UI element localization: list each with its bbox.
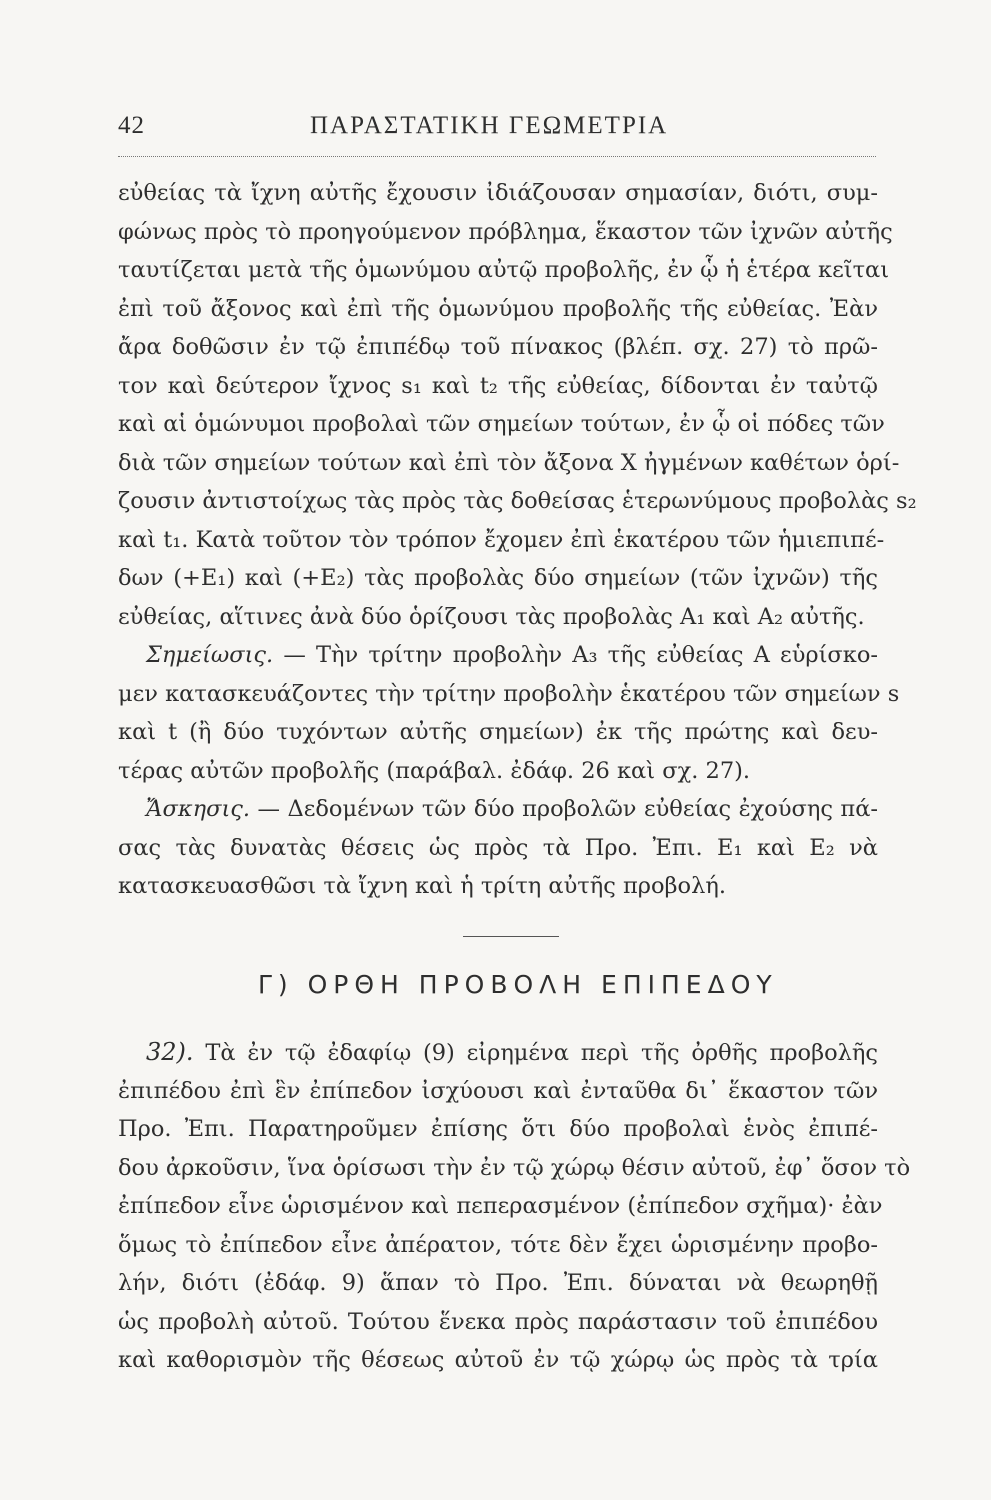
text-line: εὐθείας τὰ ἴχνη αὐτῆς ἔχουσιν ἰδιάζουσαν σημασίαν, διότι, συμ- xyxy=(118,180,878,206)
text-line: εὐθείας, αἵτινες ἀνὰ δύο ὁρίζουσι τὰς προβολὰς A₁ καὶ A₂ αὐτῆς. xyxy=(118,603,865,630)
remark-line xyxy=(118,636,878,675)
running-title: ΠΑΡΑΣΤΑΤΙΚΗ ΓΕΩΜΕΤΡΙΑ xyxy=(310,112,669,139)
text-line: λήν, διότι (ἐδάφ. 9) ἅπαν τὸ Προ. Ἐπι. δύναται νὰ θεωρηθῇ xyxy=(118,1270,878,1296)
text-line: τέρας αὐτῶν προβολῆς (παράβαλ. ἐδάφ. 26 καὶ σχ. 27). xyxy=(118,757,751,784)
text-line: καὶ αἱ ὁμώνυμοι προβολαὶ τῶν σημείων τούτων, ἐν ᾧ οἱ πόδες τῶν xyxy=(118,411,885,437)
text-line: διὰ τῶν σημείων τούτων καὶ ἐπὶ τὸν ἄξονα X ἠγμένων καθέτων ὁρί- xyxy=(118,449,900,476)
text-line: ἄρα δοθῶσιν ἐν τῷ ἐπιπέδῳ τοῦ πίνακος (βλέπ. σχ. 27) τὸ πρῶ- xyxy=(118,334,878,360)
text-line: ζουσιν ἀντιστοίχως τὰς πρὸς τὰς δοθείσας ἑτερωνύμους προβολὰς s₂ xyxy=(118,488,917,514)
text-line: μεν κατασκευάζοντες τὴν τρίτην προβολὴν ἑκατέρου τῶν σημείων s xyxy=(118,680,900,707)
paragraph-text: Τὰ ἐν τῷ ἐδαφίῳ (9) εἰρημένα περὶ τῆς ὀρθῆς προβολῆς xyxy=(205,1040,878,1066)
text-line: δου ἀρκοῦσιν, ἵνα ὁρίσωσι τὴν ἐν τῷ χώρῳ θέσιν αὐτοῦ, ἐφ᾽ ὅσον τὸ xyxy=(118,1154,911,1181)
text-line: καὶ t₁. Κατὰ τοῦτον τὸν τρόπον ἔχομεν ἐπὶ ἑκατέρου τῶν ἡμιεπιπέ- xyxy=(118,526,885,553)
exercise-label: Ἄσκησις. xyxy=(146,796,251,822)
remark-label: Σημείωσις. xyxy=(146,642,274,668)
text-line: τον καὶ δεύτερον ἴχνος s₁ καὶ t₂ τῆς εὐθείας, δίδονται ἐν ταὐτῷ xyxy=(118,372,878,399)
page-header xyxy=(118,108,888,148)
paragraph-number: 32). xyxy=(146,1038,194,1066)
text-line: σας τὰς δυνατὰς θέσεις ὡς πρὸς τὰ Προ. Ἐπι. E₁ καὶ E₂ νὰ xyxy=(118,834,878,861)
exercise-text: — Δεδομένων τῶν δύο προβολῶν εὐθείας ἐχούσης πά- xyxy=(257,796,878,822)
section-divider xyxy=(463,936,559,937)
text-block-continuation xyxy=(118,174,917,906)
text-line: φώνως πρὸς τὸ προηγούμενον πρόβλημα, ἕκαστον τῶν ἰχνῶν αὐτῆς xyxy=(118,218,893,245)
text-line: ὅμως τὸ ἐπίπεδον εἶνε ἀπέρατον, τότε δὲν ἔχει ὡρισμένην προβο- xyxy=(118,1231,878,1258)
remark-text: — Τὴν τρίτην προβολὴν A₃ τῆς εὐθείας A εὑρίσκο- xyxy=(283,642,878,668)
text-line: καὶ t (ἢ δύο τυχόντων αὐτῆς σημείων) ἐκ τῆς πρώτης καὶ δευ- xyxy=(118,719,878,745)
page-number: 42 xyxy=(118,112,145,139)
text-block-section xyxy=(118,1033,911,1380)
text-line: δων (+E₁) καὶ (+E₂) τὰς προβολὰς δύο σημείων (τῶν ἰχνῶν) τῆς xyxy=(118,565,878,591)
text-line: κατασκευασθῶσι τὰ ἴχνη καὶ ἡ τρίτη αὐτῆς προβολή. xyxy=(118,873,726,899)
exercise-line xyxy=(118,790,878,829)
paragraph-first-line xyxy=(118,1033,878,1072)
text-line: ἐπιπέδου ἐπὶ ἓν ἐπίπεδον ἰσχύουσι καὶ ἐνταῦθα δι᾽ ἕκαστον τῶν xyxy=(118,1077,878,1104)
text-line: ταυτίζεται μετὰ τῆς ὁμωνύμου αὐτῷ προβολῆς, ἐν ᾧ ἡ ἑτέρα κεῖται xyxy=(118,257,890,283)
text-line: ἐπὶ τοῦ ἄξονος καὶ ἐπὶ τῆς ὁμωνύμου προβολῆς τῆς εὐθείας. Ἐὰν xyxy=(118,295,878,322)
text-line: ὡς προβολὴ αὐτοῦ. Τούτου ἕνεκα πρὸς παράστασιν τοῦ ἐπιπέδου xyxy=(118,1308,878,1335)
text-line: Προ. Ἐπι. Παρατηροῦμεν ἐπίσης ὅτι δύο προβολαὶ ἑνὸς ἐπιπέ- xyxy=(118,1116,878,1142)
section-heading: Γ) ΟΡΘΗ ΠΡΟΒΟΛΗ ΕΠΙΠΕΔΟΥ xyxy=(258,970,778,999)
header-rule xyxy=(118,156,876,157)
text-line: καὶ καθορισμὸν τῆς θέσεως αὐτοῦ ἐν τῷ χώρῳ ὡς πρὸς τὰ τρία xyxy=(118,1347,878,1373)
text-line: ἐπίπεδον εἶνε ὡρισμένον καὶ πεπερασμένον (ἐπίπεδον σχῆμα)· ἐὰν xyxy=(118,1193,883,1219)
